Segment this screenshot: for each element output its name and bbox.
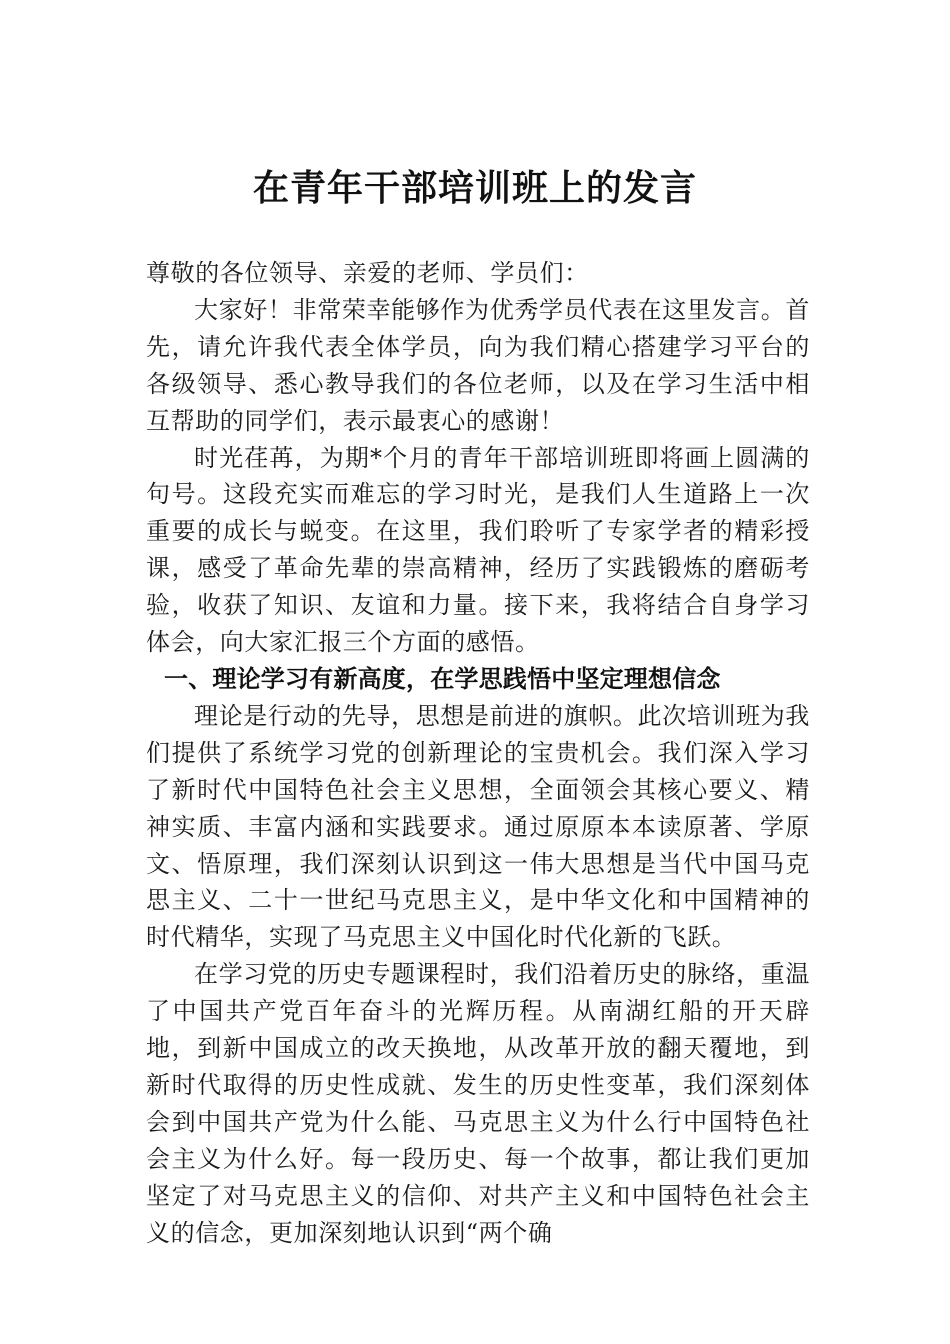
document-title: 在青年干部培训班上的发言 xyxy=(252,167,697,209)
paragraph-theory: 理论是行动的先导，思想是前进的旗帜。此次培训班为我们提供了系统学习党的创新理论的宝贵机会。我们深入学习了新时代中国特色社会主义思想，全面领会其核心要义、精神实质、丰富内涵和实践要求。通过原原本本读原著、学原文、悟原理，我们深刻认识到这一伟大思想是当代中国马克思主义、二十一世纪马克思主义，是中华文化和中国精神的时代精华，实现了马克思主义中国化时代化新的飞跃。 xyxy=(146,701,810,952)
paragraph-history: 在学习党的历史专题课程时，我们沿着历史的脉络，重温了中国共产党百年奋斗的光辉历程。从南湖红船的开天辟地，到新中国成立的改天换地，从改革开放的翻天覆地，到新时代取得的历史性成就、发生的历史性变革，我们深刻体会到中国共产党为什么能、马克思主义为什么行中国特色社会主义为什么好。每一段历史、每一个故事，都让我们更加坚定了对马克思主义的信仰、对共产主义和中国特色社会主义的信念，更加深刻地认识到“两个确 xyxy=(146,960,810,1247)
document-body xyxy=(146,255,810,1251)
section-heading: 一、理论学习有新高度，在学思践悟中坚定理想信念 xyxy=(164,664,721,693)
paragraph-intro: 时光荏苒，为期*个月的青年干部培训班即将画上圆满的句号。这段充实而难忘的学习时光，是我们人生道路上一次重要的成长与蜕变。在这里，我们聆听了专家学者的精彩授课，感受了革命先辈的崇高精神，经历了实践锻炼的磨砺考验，收获了知识、友谊和力量。接下来，我将结合自身学习体会，向大家汇报三个方面的感悟。 xyxy=(146,443,810,657)
salutation: 尊敬的各位领导、亲爱的老师、学员们： xyxy=(146,259,589,287)
paragraph-greeting: 大家好！非常荣幸能够作为优秀学员代表在这里发言。首先，请允许我代表全体学员，向为我们精心搭建学习平台的各级领导、悉心教导我们的各位老师，以及在学习生活中相互帮助的同学们，表示最衷心的感谢！ xyxy=(146,295,810,435)
